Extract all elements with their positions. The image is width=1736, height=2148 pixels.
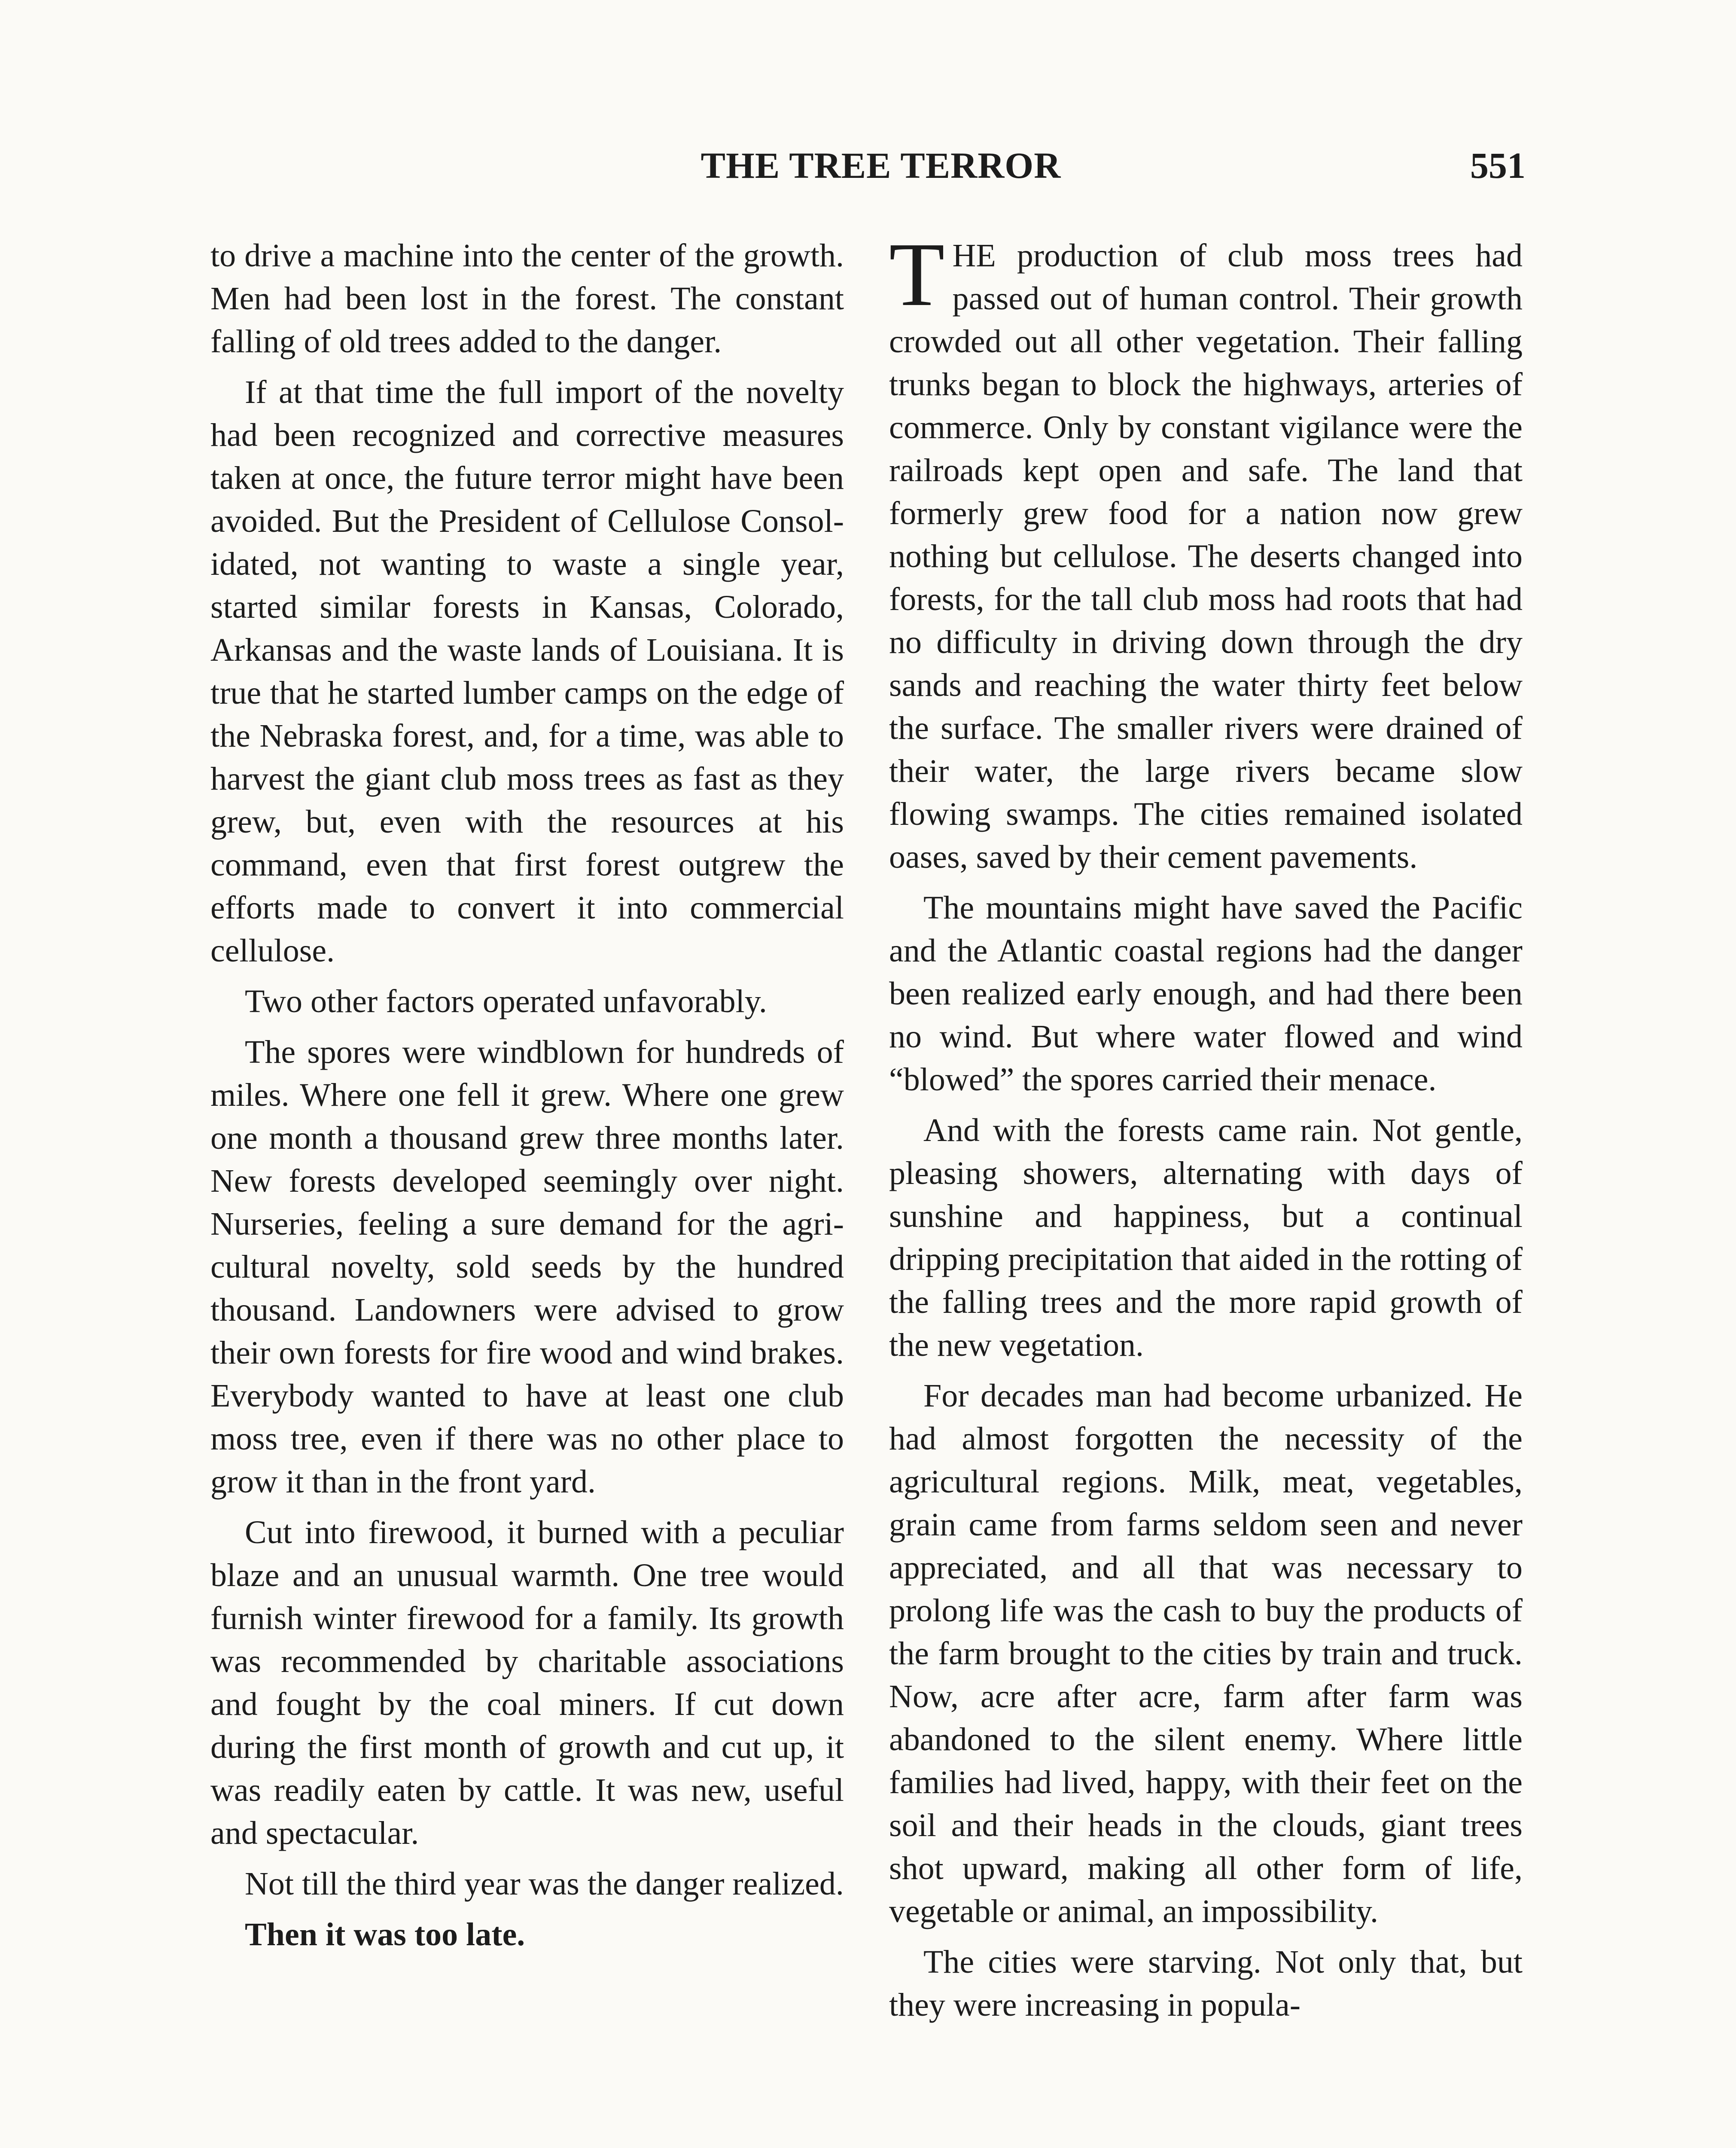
opening-paragraph [889, 224, 1523, 879]
paragraph: Two other factors operated unfavorably. [245, 983, 767, 1019]
paragraph: For decades man had become urbanized. He had almost forgotten the necessity of the agricultural regions. Milk, meat, vegetables, grain came from farms seldom seen and never appreciated, and all that was necessary to prolong life was the cash to buy the products of the farm brought to the cities by train and truck. Now, acre after acre, farm after farm was abandoned to the silent enemy. Where little families had lived, happy, with their feet on the soil and their heads in the clouds, giant trees shot upward, making all other form of life, vegetable or animal, an impossibility. [889, 1378, 1523, 1929]
right-column [889, 224, 1523, 2034]
paragraph: Then it was too late. [245, 1916, 525, 1953]
paragraph: And with the forests came rain. Not gentle, pleasing showers, alternating with days of sunshine and happiness, but a continual dripping precipitation that aided in the rotting of the falling trees and the more rapid growth of the new vegetation. [889, 1112, 1523, 1363]
page-number: 551 [1470, 145, 1526, 186]
drop-cap: T [889, 224, 945, 325]
opening-paragraph-text: HE production of club moss trees had passed out of human control. Their growth crowded out all other vegetation. Their falling trunks began to block the highways, arteries of commerce. Only by constant vigilance were the railroads kept open and safe. The land that formerly grew food for a nation now grew nothing but cellulose. The deserts changed into forests, for the tall club moss had roots that had no difficulty in driving down through the dry sands and reaching the water thirty feet below the surface. The smaller rivers were drained of their water, the large rivers became slow flowing swamps. The cities remained isolated oases, saved by their cement pavements. [889, 238, 1523, 875]
paragraph: If at that time the full import of the novelty had been recognized and corrective measures taken at once, the future terror might have been avoided. But the President of Cellulose Consolidated, not wanting to waste a single year, started similar forests in Kansas, Colorado, Arkansas and the waste lands of Louisiana. It is true that he started lumber camps on the edge of the Nebraska forest, and, for a time, was able to harvest the giant club moss trees as fast as they grew, but, even with the resources at his command, even that first forest outgrew the efforts made to convert it into commercial cellulose. [210, 374, 844, 969]
paragraph: Cut into firewood, it burned with a peculiar blaze and an unusual warmth. One tree would furnish winter firewood for a family. Its growth was recommended by charitable associations and fought by the coal miners. If cut down during the first month of growth and cut up, it was readily eaten by cattle. It was new, useful and spectacular. [210, 1514, 844, 1851]
paragraph: to drive a machine into the center of the growth. Men had been lost in the forest. The constant falling of old trees added to the danger. [210, 238, 844, 360]
running-title: THE TREE TERROR [700, 145, 1061, 186]
paragraph: Not till the third year was the danger realized. [245, 1866, 844, 1902]
paragraph: The mountains might have saved the Pacific and the Atlantic coastal regions had the danger been realized early enough, and had there been no wind. But where water flowed and wind “blowed” the spores carried their menace. [889, 890, 1523, 1098]
left-column [210, 234, 844, 1964]
paragraph: The spores were windblown for hundreds of miles. Where one fell it grew. Where one grew one month a thousand grew three months later. New forests developed seemingly over night. Nurseries, feeling a sure demand for the agricultural novelty, sold seeds by the hundred thousand. Landowners were advised to grow their own forests for fire wood and wind brakes. Everybody wanted to have at least one club moss tree, even if there was no other place to grow it than in the front yard. [210, 1034, 844, 1500]
page-header [210, 144, 1526, 195]
paragraph: The cities were starving. Not only that, but they were increasing in popula- [889, 1944, 1523, 2023]
